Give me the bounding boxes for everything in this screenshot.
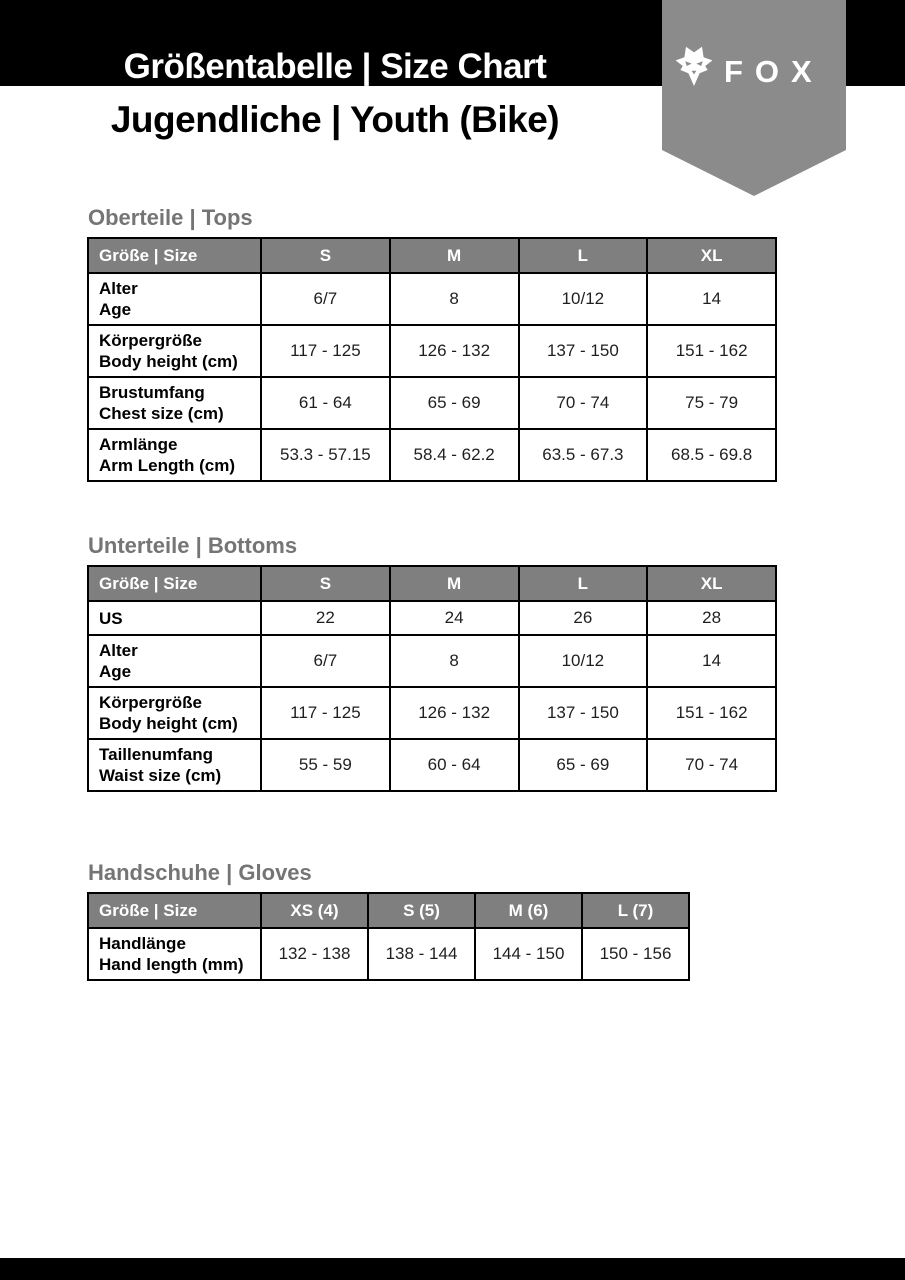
size-column-header: XL <box>647 566 776 601</box>
row-label-en: Hand length (mm) <box>99 955 244 974</box>
table-row <box>88 429 776 481</box>
size-column-header: L <box>519 238 648 273</box>
cell-value: 28 <box>647 601 776 635</box>
cell-value: 144 - 150 <box>475 928 582 980</box>
row-label-de: Körpergröße <box>99 331 202 350</box>
row-label-en: Age <box>99 300 132 319</box>
section-title-tops: Oberteile | Tops <box>88 205 253 230</box>
brand-pennant <box>662 0 846 196</box>
size-column-header: M <box>390 238 519 273</box>
cell-value: 138 - 144 <box>368 928 475 980</box>
row-label-de: Taillenumfang <box>99 745 213 764</box>
pennant-shape <box>662 0 846 196</box>
size-table-corner-header: Größe | Size <box>88 893 261 928</box>
cell-value: 150 - 156 <box>582 928 689 980</box>
row-label <box>88 377 261 429</box>
cell-value: 58.4 - 62.2 <box>390 429 519 481</box>
cell-value: 53.3 - 57.15 <box>261 429 390 481</box>
cell-value: 6/7 <box>261 635 390 687</box>
cell-value: 137 - 150 <box>519 687 648 739</box>
table-row <box>88 928 689 980</box>
row-label-de: US <box>99 608 123 628</box>
row-label-en: Body height (cm) <box>99 714 238 733</box>
size-column-header: S <box>261 238 390 273</box>
row-label <box>88 325 261 377</box>
cell-value: 65 - 69 <box>519 739 648 791</box>
row-label-de: Körpergröße <box>99 693 202 712</box>
section-title-bottoms: Unterteile | Bottoms <box>88 533 298 558</box>
cell-value: 126 - 132 <box>390 687 519 739</box>
table-row <box>88 377 776 429</box>
page-subtitle: Jugendliche | Youth (Bike) <box>110 99 560 140</box>
row-label <box>88 635 261 687</box>
row-label-en: Body height (cm) <box>99 352 238 371</box>
footer-band <box>0 1258 905 1280</box>
row-label-de: Alter <box>99 279 138 298</box>
cell-value: 137 - 150 <box>519 325 648 377</box>
cell-value: 68.5 - 69.8 <box>647 429 776 481</box>
table-row <box>88 635 776 687</box>
row-label-de: Brustumfang <box>99 383 205 402</box>
size-table-tops <box>87 237 777 482</box>
row-label-en: Waist size (cm) <box>99 766 222 785</box>
cell-value: 55 - 59 <box>261 739 390 791</box>
row-label <box>88 687 261 739</box>
cell-value: 6/7 <box>261 273 390 325</box>
cell-value: 126 - 132 <box>390 325 519 377</box>
cell-value: 61 - 64 <box>261 377 390 429</box>
cell-value: 117 - 125 <box>261 325 390 377</box>
cell-value: 10/12 <box>519 273 648 325</box>
cell-value: 151 - 162 <box>647 687 776 739</box>
row-label-en: Chest size (cm) <box>99 404 224 423</box>
cell-value: 70 - 74 <box>647 739 776 791</box>
table-row <box>88 273 776 325</box>
cell-value: 14 <box>647 635 776 687</box>
row-label <box>88 429 261 481</box>
cell-value: 75 - 79 <box>647 377 776 429</box>
table-row <box>88 325 776 377</box>
size-column-header: M <box>390 566 519 601</box>
cell-value: 8 <box>390 635 519 687</box>
row-label-en: Arm Length (cm) <box>99 456 235 475</box>
row-label-en: Age <box>99 662 132 681</box>
row-label-de: Alter <box>99 641 138 660</box>
cell-value: 132 - 138 <box>261 928 368 980</box>
row-label <box>88 928 261 980</box>
cell-value: 65 - 69 <box>390 377 519 429</box>
table-row <box>88 739 776 791</box>
row-label-de: Handlänge <box>99 934 186 953</box>
size-column-header: S (5) <box>368 893 475 928</box>
size-column-header: XL <box>647 238 776 273</box>
table-row <box>88 601 776 635</box>
section-title-gloves: Handschuhe | Gloves <box>88 860 312 885</box>
row-label <box>88 273 261 325</box>
cell-value: 22 <box>261 601 390 635</box>
size-table-corner-header: Größe | Size <box>88 566 261 601</box>
row-label-de: Armlänge <box>99 435 178 454</box>
row-label <box>88 739 261 791</box>
table-row <box>88 687 776 739</box>
cell-value: 151 - 162 <box>647 325 776 377</box>
row-label <box>88 601 261 635</box>
size-table-corner-header: Größe | Size <box>88 238 261 273</box>
cell-value: 26 <box>519 601 648 635</box>
page-title: Größentabelle | Size Chart <box>123 47 547 86</box>
size-column-header: XS (4) <box>261 893 368 928</box>
size-column-header: M (6) <box>475 893 582 928</box>
size-column-header: S <box>261 566 390 601</box>
size-table-gloves <box>87 892 690 981</box>
size-table-bottoms <box>87 565 777 792</box>
cell-value: 14 <box>647 273 776 325</box>
cell-value: 63.5 - 67.3 <box>519 429 648 481</box>
size-column-header: L (7) <box>582 893 689 928</box>
cell-value: 10/12 <box>519 635 648 687</box>
cell-value: 70 - 74 <box>519 377 648 429</box>
cell-value: 24 <box>390 601 519 635</box>
size-column-header: L <box>519 566 648 601</box>
cell-value: 60 - 64 <box>390 739 519 791</box>
brand-wordmark: FOX <box>724 54 824 89</box>
cell-value: 117 - 125 <box>261 687 390 739</box>
cell-value: 8 <box>390 273 519 325</box>
